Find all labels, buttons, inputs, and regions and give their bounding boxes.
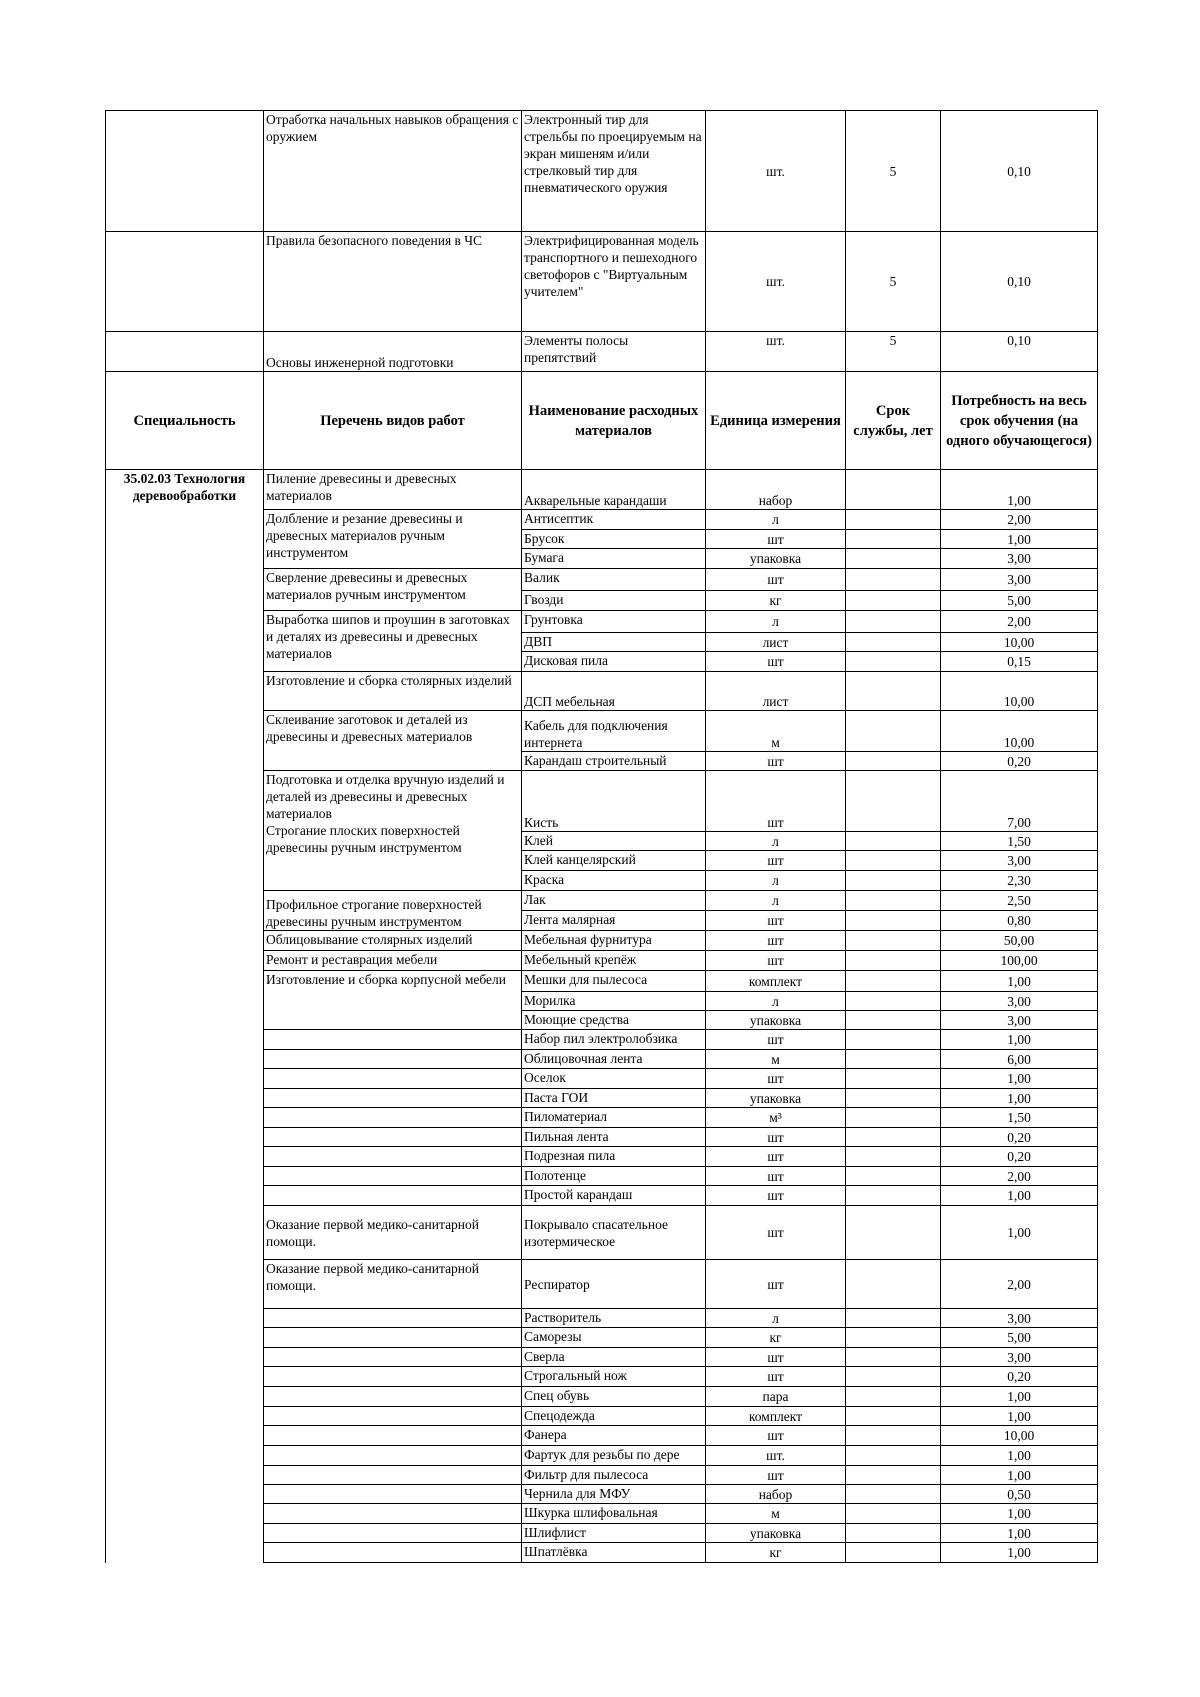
service-term — [846, 931, 941, 951]
material-need: 10,00 — [941, 1426, 1098, 1446]
material-name: Антисептик — [522, 510, 706, 530]
term-cell: 5 — [846, 232, 941, 332]
specialty-name: 35.02.03 Технология деревообработки — [106, 470, 264, 1563]
material-unit: упаковка — [706, 1089, 846, 1108]
work-type-label: Склеивание заготовок и деталей из древесины и древесных материалов — [266, 712, 473, 744]
material-name: Покрывало спасательное изотермическое — [522, 1206, 706, 1260]
material-unit: л — [706, 510, 846, 530]
material-need: 2,00 — [941, 1260, 1098, 1309]
material-name: Шлифлист — [522, 1524, 706, 1543]
material-name: Растворитель — [522, 1309, 706, 1328]
work-type-label: Облицовывание столярных изделий — [266, 932, 473, 947]
material-unit: упаковка — [706, 1011, 846, 1030]
material-name: Клей — [522, 832, 706, 851]
service-term — [846, 871, 941, 891]
work-type-label: Изготовление и сборка корпусной мебели — [266, 972, 507, 987]
material-need: 0,20 — [941, 1367, 1098, 1387]
service-term — [846, 1504, 941, 1524]
material-unit: шт — [706, 1426, 846, 1446]
material-need: 0,50 — [941, 1485, 1098, 1504]
table-row — [106, 332, 1098, 372]
service-term — [846, 1147, 941, 1167]
work-type-cell-empty — [264, 1309, 522, 1328]
service-term — [846, 1128, 941, 1147]
material-need: 1,00 — [941, 470, 1098, 510]
material-name: Моющие средства — [522, 1011, 706, 1030]
material-unit: упаковка — [706, 1524, 846, 1543]
material-unit: л — [706, 871, 846, 891]
work-type-cell — [264, 470, 522, 510]
material-need: 2,50 — [941, 891, 1098, 911]
material-need: 100,00 — [941, 951, 1098, 971]
material-unit: м — [706, 711, 846, 752]
material-unit: шт — [706, 1367, 846, 1387]
material-need: 6,00 — [941, 1050, 1098, 1069]
material-name: Пильная лента — [522, 1128, 706, 1147]
service-term — [846, 633, 941, 652]
work-type-cell-empty — [264, 1407, 522, 1426]
work-type-label: Оказание первой медико-санитарной помощи. — [266, 1261, 480, 1293]
table-header-row — [106, 372, 1098, 470]
work-type-cell-empty — [264, 1089, 522, 1108]
material-need: 1,50 — [941, 1108, 1098, 1128]
work-type-cell-empty — [264, 1128, 522, 1147]
service-term — [846, 1348, 941, 1367]
material-unit: комплект — [706, 1407, 846, 1426]
material-need: 10,00 — [941, 633, 1098, 652]
service-term — [846, 1186, 941, 1206]
material-need: 2,00 — [941, 510, 1098, 530]
material-unit: шт — [706, 1348, 846, 1367]
work-type-cell-empty — [264, 1466, 522, 1485]
material-name: Гвозди — [522, 591, 706, 611]
work-type-cell-empty — [264, 1030, 522, 1050]
material-unit: шт. — [706, 1446, 846, 1466]
material-need: 1,00 — [941, 1504, 1098, 1524]
material-need: 0,20 — [941, 1128, 1098, 1147]
service-term — [846, 1011, 941, 1030]
service-term — [846, 510, 941, 530]
material-need: 1,00 — [941, 1206, 1098, 1260]
material-unit: шт — [706, 951, 846, 971]
work-type-label: Долбление и резание древесины и древесных материалов ручным инструментом — [266, 511, 463, 560]
service-term — [846, 1466, 941, 1485]
work-type-cell-empty — [264, 1069, 522, 1089]
material-name: Фильтр для пылесоса — [522, 1466, 706, 1485]
material-need: 1,50 — [941, 832, 1098, 851]
service-term — [846, 911, 941, 931]
material-unit: шт — [706, 652, 846, 672]
specialty-cell-empty — [106, 232, 264, 332]
material-unit: набор — [706, 470, 846, 510]
work-type-cell — [264, 891, 522, 931]
work-type-label: Сверление древесины и древесных материалов ручным инструментом — [266, 570, 468, 602]
work-type-cell-empty — [264, 1485, 522, 1504]
work-type-cell — [264, 1206, 522, 1260]
work-type-cell-empty — [264, 1108, 522, 1128]
material-name: Шкурка шлифовальная — [522, 1504, 706, 1524]
work-type-cell-empty — [264, 1367, 522, 1387]
service-term — [846, 992, 941, 1011]
material-name: Фанера — [522, 1426, 706, 1446]
work-type-cell — [264, 931, 522, 951]
work-type-label: Строгание плоских поверхностей древесины ручным инструментом — [266, 823, 462, 855]
service-term — [846, 1069, 941, 1089]
material-need: 1,00 — [941, 1387, 1098, 1407]
material-name: Шпатлёвка — [522, 1543, 706, 1563]
material-need: 1,00 — [941, 530, 1098, 549]
work-type-cell-empty — [264, 1186, 522, 1206]
material-unit: шт — [706, 931, 846, 951]
material-name: Акварельные карандаши — [522, 470, 706, 510]
unit-cell: шт. — [706, 232, 846, 332]
work-type-cell-empty — [264, 1387, 522, 1407]
material-need: 1,00 — [941, 971, 1098, 992]
material-unit: шт — [706, 1147, 846, 1167]
material-need: 1,00 — [941, 1030, 1098, 1050]
service-term — [846, 530, 941, 549]
material-need: 10,00 — [941, 672, 1098, 711]
material-name: Краска — [522, 871, 706, 891]
material-need: 1,00 — [941, 1407, 1098, 1426]
material-unit: лист — [706, 633, 846, 652]
material-name: Мешки для пылесоса — [522, 971, 706, 992]
material-unit: шт — [706, 771, 846, 832]
header-works: Перечень видов работ — [264, 372, 522, 470]
service-term — [846, 569, 941, 591]
work-type-cell-empty — [264, 1543, 522, 1563]
service-term — [846, 1050, 941, 1069]
material-need: 2,30 — [941, 871, 1098, 891]
unit-cell: шт. — [706, 111, 846, 232]
material-cell: Электрифицированная модель транспортного и пешеходного светофоров с "Виртуальным учителем" — [522, 232, 706, 332]
material-name: Лак — [522, 891, 706, 911]
material-name: Бумага — [522, 549, 706, 569]
work-type-cell — [264, 971, 522, 1030]
table-row — [106, 232, 1098, 332]
service-term — [846, 1260, 941, 1309]
service-term — [846, 652, 941, 672]
material-unit: шт — [706, 530, 846, 549]
material-need: 0,20 — [941, 752, 1098, 771]
material-cell: Элементы полосы препятствий — [522, 332, 706, 372]
material-name: Респиратор — [522, 1260, 706, 1309]
material-name: Морилка — [522, 992, 706, 1011]
material-unit: шт — [706, 1260, 846, 1309]
work-cell: Основы инженерной подготовки — [264, 332, 522, 372]
work-type-cell-empty — [264, 1167, 522, 1186]
service-term — [846, 591, 941, 611]
material-need: 1,00 — [941, 1069, 1098, 1089]
service-term — [846, 951, 941, 971]
material-name: Сверла — [522, 1348, 706, 1367]
material-need: 3,00 — [941, 992, 1098, 1011]
material-unit: шт — [706, 1128, 846, 1147]
material-name: Пиломатериал — [522, 1108, 706, 1128]
material-need: 1,00 — [941, 1466, 1098, 1485]
material-unit: л — [706, 1309, 846, 1328]
material-need: 1,00 — [941, 1543, 1098, 1563]
service-term — [846, 832, 941, 851]
service-term — [846, 1543, 941, 1563]
material-unit: шт — [706, 851, 846, 871]
material-need: 1,00 — [941, 1446, 1098, 1466]
service-term — [846, 1328, 941, 1348]
material-unit: кг — [706, 1328, 846, 1348]
material-name: Мебельная фурнитура — [522, 931, 706, 951]
term-cell: 5 — [846, 111, 941, 232]
header-unit: Единица измерения — [706, 372, 846, 470]
service-term — [846, 1387, 941, 1407]
material-need: 2,00 — [941, 611, 1098, 633]
material-unit: л — [706, 891, 846, 911]
work-type-cell — [264, 672, 522, 711]
material-name: Чернила для МФУ — [522, 1485, 706, 1504]
work-type-cell — [264, 771, 522, 891]
material-name: Паста ГОИ — [522, 1089, 706, 1108]
work-type-cell-empty — [264, 1050, 522, 1069]
specialty-cell-empty — [106, 332, 264, 372]
material-name: Кабель для подключения интернета — [522, 711, 706, 752]
material-name: Брусок — [522, 530, 706, 549]
header-material: Наименование расходных материалов — [522, 372, 706, 470]
material-name: Подрезная пила — [522, 1147, 706, 1167]
work-type-cell-empty — [264, 1426, 522, 1446]
material-name: Клей канцелярский — [522, 851, 706, 871]
material-unit: упаковка — [706, 549, 846, 569]
material-unit: кг — [706, 591, 846, 611]
work-type-label: Выработка шипов и проушин в заготовках и деталях из древесины и древесных материалов — [266, 612, 510, 661]
material-name: Карандаш строительный — [522, 752, 706, 771]
work-type-label: Подготовка и отделка вручную изделий и деталей из древесины и древесных материалов — [266, 772, 505, 821]
material-unit: набор — [706, 1485, 846, 1504]
service-term — [846, 1407, 941, 1426]
service-term — [846, 1485, 941, 1504]
material-name: Спецодежда — [522, 1407, 706, 1426]
need-cell: 0,10 — [941, 232, 1098, 332]
materials-body — [106, 470, 1098, 1563]
material-need: 50,00 — [941, 931, 1098, 951]
material-unit: шт — [706, 1069, 846, 1089]
material-name: Облицовочная лента — [522, 1050, 706, 1069]
material-name: Саморезы — [522, 1328, 706, 1348]
material-name: ДСП мебельная — [522, 672, 706, 711]
work-type-cell — [264, 611, 522, 672]
material-name: ДВП — [522, 633, 706, 652]
material-unit: шт — [706, 1186, 846, 1206]
material-need: 10,00 — [941, 711, 1098, 752]
material-name: Строгальный нож — [522, 1367, 706, 1387]
material-unit: шт — [706, 1030, 846, 1050]
service-term — [846, 752, 941, 771]
unit-cell: шт. — [706, 332, 846, 372]
need-cell: 0,10 — [941, 111, 1098, 232]
material-unit: кг — [706, 1543, 846, 1563]
material-need: 5,00 — [941, 1328, 1098, 1348]
material-unit: лист — [706, 672, 846, 711]
service-term — [846, 711, 941, 752]
material-need: 1,00 — [941, 1089, 1098, 1108]
service-term — [846, 771, 941, 832]
service-term — [846, 611, 941, 633]
material-unit: м — [706, 1050, 846, 1069]
service-term — [846, 1426, 941, 1446]
material-unit: м³ — [706, 1108, 846, 1128]
work-type-label: Оказание первой медико-санитарной помощи. — [266, 1216, 480, 1249]
work-type-label: Изготовление и сборка столярных изделий — [266, 673, 512, 688]
service-term — [846, 971, 941, 992]
material-need: 3,00 — [941, 851, 1098, 871]
work-type-cell-empty — [264, 1446, 522, 1466]
material-need: 2,00 — [941, 1167, 1098, 1186]
material-unit: л — [706, 611, 846, 633]
material-cell: Электронный тир для стрельбы по проецируемым на экран мишеням и/или стрелковый тир для пневматического оружия — [522, 111, 706, 232]
material-need: 3,00 — [941, 1011, 1098, 1030]
work-type-label: Ремонт и реставрация мебели — [266, 952, 438, 967]
term-cell: 5 — [846, 332, 941, 372]
material-unit: комплект — [706, 971, 846, 992]
work-type-cell-empty — [264, 1524, 522, 1543]
work-type-cell-empty — [264, 1504, 522, 1524]
service-term — [846, 891, 941, 911]
work-type-cell-empty — [264, 1147, 522, 1167]
service-term — [846, 1089, 941, 1108]
service-term — [846, 1167, 941, 1186]
work-type-cell — [264, 1260, 522, 1309]
work-type-cell-empty — [264, 1328, 522, 1348]
material-name: Спец обувь — [522, 1387, 706, 1407]
work-type-cell — [264, 510, 522, 569]
table-row — [106, 111, 1098, 232]
material-name: Оселок — [522, 1069, 706, 1089]
material-need: 3,00 — [941, 569, 1098, 591]
material-name: Кисть — [522, 771, 706, 832]
header-term: Срок службы, лет — [846, 372, 941, 470]
work-type-cell-empty — [264, 1348, 522, 1367]
material-need: 3,00 — [941, 1309, 1098, 1328]
material-unit: шт — [706, 1206, 846, 1260]
service-term — [846, 1446, 941, 1466]
material-need: 0,80 — [941, 911, 1098, 931]
table-row — [106, 470, 1098, 510]
material-unit: шт — [706, 569, 846, 591]
material-need: 1,00 — [941, 1186, 1098, 1206]
work-type-cell — [264, 569, 522, 611]
service-term — [846, 1309, 941, 1328]
material-need: 0,15 — [941, 652, 1098, 672]
work-type-cell — [264, 951, 522, 971]
service-term — [846, 672, 941, 711]
material-name: Лента малярная — [522, 911, 706, 931]
service-term — [846, 851, 941, 871]
work-type-cell — [264, 711, 522, 771]
material-name: Мебельный крепёж — [522, 951, 706, 971]
material-unit: л — [706, 992, 846, 1011]
material-need: 5,00 — [941, 591, 1098, 611]
header-specialty: Специальность — [106, 372, 264, 470]
material-unit: шт — [706, 1167, 846, 1186]
service-term — [846, 1206, 941, 1260]
work-cell: Отработка начальных навыков обращения с оружием — [264, 111, 522, 232]
service-term — [846, 549, 941, 569]
material-need: 3,00 — [941, 1348, 1098, 1367]
service-term — [846, 1524, 941, 1543]
work-type-label: Профильное строгание поверхностей древесины ручным инструментом — [266, 897, 482, 929]
material-unit: шт — [706, 752, 846, 771]
service-term — [846, 470, 941, 510]
material-need: 7,00 — [941, 771, 1098, 832]
need-cell: 0,10 — [941, 332, 1098, 372]
material-need: 3,00 — [941, 549, 1098, 569]
material-name: Дисковая пила — [522, 652, 706, 672]
service-term — [846, 1030, 941, 1050]
document-page — [105, 110, 1098, 1563]
material-name: Набор пил электролобзика — [522, 1030, 706, 1050]
materials-table — [105, 110, 1098, 1563]
material-unit: л — [706, 832, 846, 851]
material-name: Валик — [522, 569, 706, 591]
specialty-cell-empty — [106, 111, 264, 232]
material-unit: пара — [706, 1387, 846, 1407]
service-term — [846, 1108, 941, 1128]
material-name: Простой карандаш — [522, 1186, 706, 1206]
material-need: 0,20 — [941, 1147, 1098, 1167]
material-need: 1,00 — [941, 1524, 1098, 1543]
material-name: Фартук для резьбы по дере — [522, 1446, 706, 1466]
material-name: Грунтовка — [522, 611, 706, 633]
service-term — [846, 1367, 941, 1387]
material-name: Полотенце — [522, 1167, 706, 1186]
work-cell: Правила безопасного поведения в ЧС — [264, 232, 522, 332]
header-need: Потребность на весь срок обучения (на одного обучающегося) — [941, 372, 1098, 470]
material-unit: шт — [706, 911, 846, 931]
material-unit: м — [706, 1504, 846, 1524]
work-type-label: Пиление древесины и древесных материалов — [266, 471, 457, 503]
material-unit: шт — [706, 1466, 846, 1485]
